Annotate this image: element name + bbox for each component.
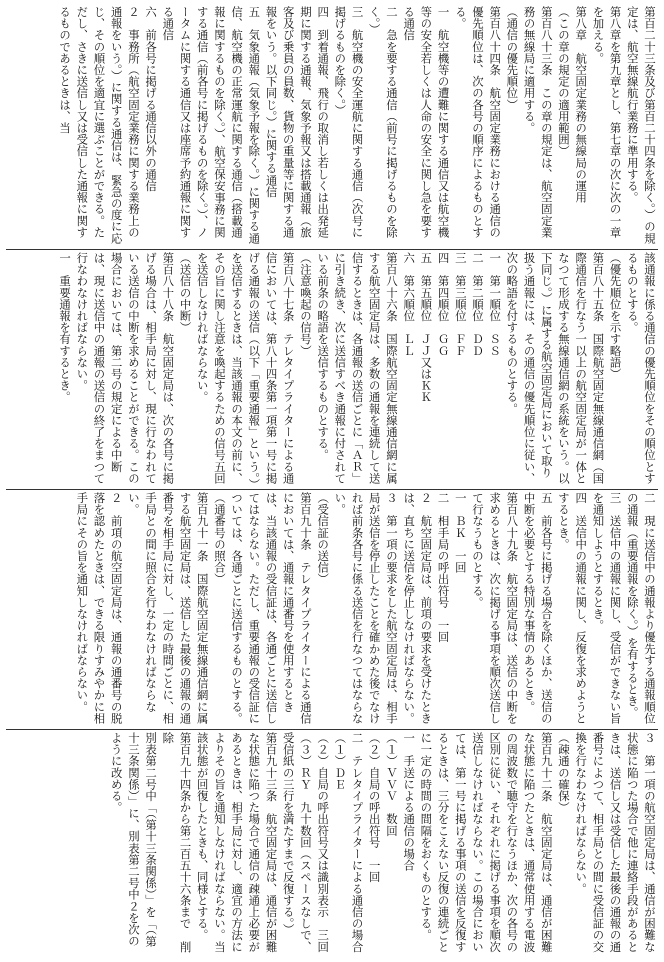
text-paragraph: 一 手送による通信の場合 [402, 732, 417, 872]
text-paragraph: 四 第四順位 ＧＧ [436, 252, 451, 357]
text-band-1 [6, 6, 658, 248]
article-caption: （優先順位を示す略語） [608, 252, 623, 380]
band-divider [6, 249, 658, 250]
text-paragraph: ３ 第一項の航空固定局は、通信が困難な状態に陥つた場合で他に連絡手段があるときは、送信し又は受信した最後の通報の通番号によつて、相手局との間に受信証の交換を行なわなければならない。 [574, 732, 657, 953]
article-paragraph: 第百八十九条 航空固定局は、送信の中断を求めるときは、次に掲げる事項を順次送信して行なうものとする。 [470, 492, 520, 724]
text-paragraph: 四 到着通報、飛行の取消し若しくは出発延期に関する通報、気象予報又は搭載通報（旅客及び乗員の員数、貨物の重量等に関する通報をいう。以下同じ。）に関する通信 [264, 6, 331, 238]
article-paragraph: 第百八十七条 テレタイプライターによる通信においては、第八十四条第一項第一号に掲げる通報の送信（以下「重要通報」という。）を送信するときは、当該通報の本文の前に、その旨に関し注意を喚起するための信号五回を送信しなければならない。 [195, 252, 296, 485]
text-paragraph: 二 現に送信中の通報より優先する通報順位の通報（重要通報を除く。）を有するとき。 [625, 492, 657, 724]
article-paragraph: 第百九十三条 航空固定局は、通信が困難な状態に陥つた場合で通信の疎通上必要があるときは、相手局に対し、適宜の方法によりその旨を通知しなければならない。当該状態が回復したときも、同様とする。 [195, 732, 279, 953]
article-caption: （疎通の確保） [556, 732, 571, 814]
document-page [6, 6, 658, 956]
article-paragraph: 第百八十三条 この章の規定は、航空固定業務の無線局に適用する。 [522, 6, 554, 238]
article-paragraph: 第百九十一条 国際航空固定無線通信網に属する航空固定局は、送信した最後の通報の通番号を相手局に対し、一定の時間ごとに、相手局との間に照合を行なわなければならない。 [126, 492, 210, 724]
text-paragraph: ２ 航空固定局は、前項の要求を受けたときは、直ちに送信を停止しなければならない。 [402, 492, 434, 724]
text-paragraph: 第八章を第九章とし、第七章の次に次の一章を加える。 [591, 6, 623, 238]
article-caption: （注意喚起の信号） [298, 252, 313, 357]
article-caption: （受信証の送信） [316, 492, 331, 585]
text-paragraph: （３）ＲＹ 九十数回（スペースなしで、受信紙の三行を満たすまで反復する。） [281, 732, 313, 953]
text-band-4 [6, 732, 658, 956]
text-paragraph: 該通報に係る通信の優先順位をその順位とするものとする。 [625, 252, 657, 484]
text-paragraph: 二 相手局の呼出符号 一回 [436, 492, 451, 643]
text-paragraph: 一 ＢＫ 一回 [453, 492, 468, 574]
article-paragraph: 第百八十四条 航空固定業務における通信の優先順位は、次の各号の順序によるものとする。 [453, 6, 503, 238]
chapter-heading: 第八章 航空固定業務の無線局の運用 [574, 6, 589, 204]
text-paragraph: 二 第二順位 ＤＤ [470, 252, 485, 357]
text-paragraph: 三 航空機の安全運航に関する通信（次号に掲げるものを除く。） [333, 6, 365, 238]
text-paragraph: 六 第六順位 ＬＬ [402, 252, 417, 357]
text-paragraph: 別表第二号中「（第十三条関係）」を「（第十三条関係）」に、別表第二号中２を次のように改める。 [109, 732, 159, 947]
text-paragraph: 五 第五順位 ＪＪ又はＫＫ [419, 252, 434, 403]
text-band-2 [6, 252, 658, 488]
text-paragraph: （２）自局の呼出符号又は識別表示 三回 [316, 732, 331, 953]
article-caption: （通信の優先順位） [505, 6, 520, 111]
text-paragraph: 六 前各号に掲げる通信以外の通信 [144, 6, 159, 192]
article-paragraph: 第百八十六条 国際航空固定無線通信網に属する航空固定局は、多数の通報を連続して送信するときは、各通報の送信ごとに「ＡＲ」に引き続き、次に送信すべき通報に付されている前条の略語を送信するものとする。 [316, 252, 399, 484]
text-paragraph: ２ 事務所（航空固定業務に関する業務上の通報をいう。）に関する通信は、緊急の度に応じ、その順位を適宜に選ぶことができる。ただし、さきに送信し又は受信した通報に関するものであるときは、当 [58, 6, 141, 244]
text-paragraph: 一 重要通報を有するとき。 [58, 252, 73, 403]
text-paragraph: 二 テレタイプライターによる通信の場合 [350, 732, 365, 953]
text-paragraph: ３ 第一項の要求をした航空固定局は、相手局が送信を停止したことを確かめた後でなければ前条各号に係る送信を行なつてはならない。 [333, 492, 399, 724]
article-caption: （この章の規定の適用範囲） [556, 6, 571, 157]
text-paragraph: 一 航空機等の遭難に関する通信又は航空機等の安全若しくは人命の安全に関し急を要する通信 [402, 6, 451, 238]
text-paragraph: （１）ＤＥ [333, 732, 348, 790]
article-paragraph: 第百九十二条 航空固定局は、通信が困難な状態に陥つたときは、通常使用する電波の周波数で聴守を行なうほか、次の各号の区別に従い、それぞれに掲げる事項を順次送信しなければならない。この場合においては、第一号に掲げる事項の送信を反復するときは、三分をこえない反復の連続ごとに一定の時間の間隔をおくものとする。 [419, 732, 554, 953]
article-paragraph: 第百九十条 テレタイプライターによる通信においては、通報に通番号を使用するときは、当該通報の受信証は、各通ごとに送信してはならない。ただし、重要通報の受信証については、各通ごとに送信するものとする。 [230, 492, 313, 724]
text-paragraph: （２）自局の呼出符号 一回 [367, 732, 382, 883]
article-caption: （通番号の照合） [212, 492, 227, 585]
text-paragraph: 三 第三順位 ＦＦ [453, 252, 468, 357]
text-band-3 [6, 492, 658, 728]
text-paragraph: 一 第一順位 ＳＳ [488, 252, 503, 357]
text-paragraph: 二 急を要する通信（前号に掲げるものを除く。） [367, 6, 399, 238]
text-paragraph: 四 送信中の通報に関し、反復を求めようとするとき。 [556, 492, 589, 724]
article-caption: （送信の中断） [178, 252, 193, 334]
article-paragraph: 第百八十八条 航空固定局は、次の各号に掲げる場合は、相手局に対し、現に行なわれている送信の中断を求めることができる。この場合においては、第二号の規定による中断は、現に送信中の通報の送信の終了をまつて行なわなければならない。 [75, 252, 176, 484]
text-paragraph: ２ 前項の航空固定局は、通報の通番号の脱落を認めたときは、できる限りすみやかに相手局にその旨を通知しなければならない。 [75, 492, 124, 724]
text-paragraph: （１）ＶＶＶ 数回 [384, 732, 399, 837]
text-paragraph: 三 送信中の通報に関し、受信ができない旨を通知しようとするとき。 [591, 492, 623, 724]
text-paragraph: 五 前各号に掲げる場合を除くほか、送信の中断を必要とする特別な事情のあるとき。 [522, 492, 554, 724]
article-paragraph: 第百九十四条から第二百五十六条まで 削除 [161, 732, 193, 953]
text-paragraph: 第百二十三条及び第百二十四条を除く。）の規定は、航空無線航行業務に準用する。 [625, 6, 657, 244]
band-divider [6, 729, 658, 730]
article-paragraph: 第百八十五条 国際航空固定無線通信網（国際通信を行なう一以上の航空固定局が一体となつて形成する無線通信網の系統をいう。以下同じ。）に属する航空固定局において取り扱う通報には、その通信の優先順位に従い、次の略語を付するものとする。 [505, 252, 606, 484]
text-paragraph: 五 気象通報（気象予報を除く。）に関する通信、航空機の正常運航に関する通信（搭載通報に関するものを除く。）、航空保安事務に関する通信（前各号に掲げるものを除く。）、ノータムに関する通信又は座席予約通報に関する通信 [161, 6, 262, 244]
band-divider [6, 489, 658, 490]
